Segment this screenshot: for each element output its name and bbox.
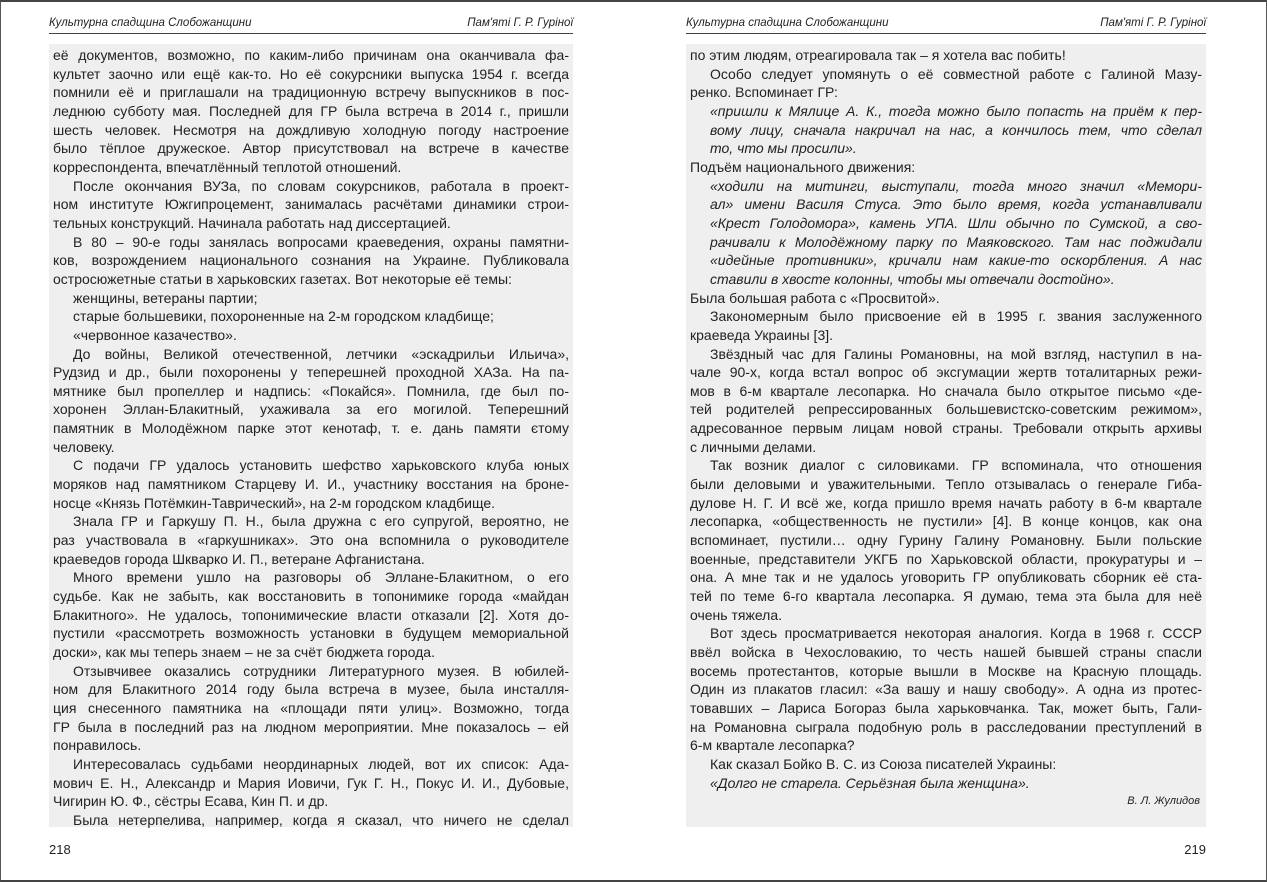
text-line: Подъём национального движения: — [690, 158, 916, 175]
text-line: леднюю субботу мая. Последней для ГР была встреча в 2014 г., пришли — [53, 102, 569, 119]
text-line: Один из плакатов гласил: «За вашу и нашу свободу». А одна из протес- — [690, 681, 1202, 698]
text-line: её документов, возможно, по каким-либо причинам она оканчивала фа- — [53, 47, 569, 63]
text-line: пустили «рассмотреть возможность установки в будущем мемориальной — [53, 625, 569, 642]
text-line: старые большевики, похороненные на 2-м городском кладбище; — [73, 308, 494, 325]
text-line: ном для Блакитного 2014 году была встреча в музее, была инсталля- — [53, 681, 569, 698]
text-line: восемь протестантов, которые вышли в Москве на Красную площадь. — [690, 662, 1202, 679]
text-line: Звёздный час для Галины Романовны, на мой взгляд, наступил в на- — [710, 345, 1202, 362]
quote-line: «идейные противники», кричали нам какие-то оскорбления. А нас — [710, 252, 1202, 269]
text-line: 6-м квартале лесопарка? — [690, 737, 855, 754]
text-line: Закономерным было присвоение ей в 1995 г. звания заслуженного — [710, 308, 1202, 325]
text-line: тельных конструкций. Начинала работать над диссертацией. — [53, 214, 451, 231]
header-journal-title: Культурна спадщина Слобожанщини — [686, 17, 889, 29]
text-line: «червонное казачество». — [73, 326, 237, 343]
text-line: на Романовна сыграла подобную роль в расследовании преступлений в — [690, 718, 1202, 735]
text-line: Как сказал Бойко В. С. из Союза писателей Украины: — [710, 755, 1057, 772]
author-signature: В. Л. Жулидов — [1127, 795, 1200, 807]
body-text — [49, 44, 573, 827]
text-line: понравилось. — [53, 737, 142, 754]
text-line: До войны, Великой отечественной, летчики «эскадрильи Ильича», — [73, 345, 569, 362]
text-line: Рудзид и др., были похоронены у теперешней проходной ХАЗа. На па- — [53, 364, 569, 381]
quote-line: «ходили на митинги, выступали, тогда много значил «Мемори- — [710, 177, 1202, 194]
text-line: мятнике был пропеллер и надпись: «Покайся». Помнила, где был по- — [53, 382, 569, 399]
text-line: было тёплое дружеское. Автор присутствовал на встрече в качестве — [53, 140, 569, 157]
text-line: ция снесенного памятника на «площади пяти улиц». Возможно, тогда — [53, 699, 569, 716]
text-line: ренко. Вспоминает ГР: — [690, 84, 838, 101]
text-line: Была нетерпелива, например, когда я сказал, что ничего не сделал — [73, 811, 569, 828]
text-line: дулове Н. Г. И всё же, когда пришло время начать работу в 6-м квартале — [690, 494, 1202, 511]
text-line: очень тяжела. — [690, 606, 782, 623]
text-line: она. А мне так и не удалось уговорить ГР опубликовать сборник её ста- — [690, 569, 1202, 586]
running-header — [49, 15, 573, 34]
text-line: доски», как мы теперь знаем – не за счёт бюджета города. — [53, 644, 435, 660]
text-line: Знала ГР и Гаркушу П. Н., была дружна с его супругой, вероятно, не — [73, 513, 569, 530]
text-line: Блакитного». Не удалось, топонимические власти отказали [2]. Хотя до- — [53, 606, 569, 623]
text-line: После окончания ВУЗа, по словам сокурсников, работала в проект- — [73, 177, 569, 194]
page-number: 219 — [1184, 842, 1206, 857]
text-line: мов в 6-м квартале лесопарка. Но сначала было открытое письмо «де- — [690, 382, 1202, 399]
header-section-title: Пам'яті Г. Р. Гуріної — [467, 17, 573, 29]
text-line: Интересовалась судьбами неординарных людей, вот их список: Ада- — [73, 755, 569, 772]
text-line: тей по теме 6-го квартала лесопарка. Я думаю, тема эта была для неё — [690, 588, 1202, 605]
text-line: краеведа Украины [3]. — [690, 326, 834, 343]
text-line: помнили её и приглашали на традиционную встречу выпускников в пос- — [53, 84, 569, 101]
text-line: вспоминает, пустили… одну Гурину Галину Романовну. Были польские — [690, 532, 1202, 549]
quote-line: ставили в хвосте колонны, чтобы мы отвечали достойно». — [710, 270, 1115, 287]
text-line: тей родителей репрессированных большевистско-советским режимом», — [690, 401, 1202, 418]
text-line: шесть человек. Несмотря на дождливую холодную погоду настроение — [53, 121, 569, 138]
text-line: чале 90-х, когда встал вопрос об эксгумации жертв тоталитарных режи- — [690, 364, 1202, 381]
running-header — [686, 15, 1206, 34]
text-line: ГР была в последний раз на людном мероприятии. Мне показалось – ей — [53, 718, 569, 735]
page-left — [49, 0, 573, 881]
text-line: судьбе. Как не забыть, как восстановить в топонимике города «майдан — [53, 588, 569, 605]
text-line: по этим людям, отреагировала так – я хотела вас побить! — [690, 47, 1066, 63]
text-line: Много времени ушло на разговоры об Эллане-Блакитном, о его — [73, 569, 569, 586]
quote-line: ал» имени Василя Стуса. Это было время, когда устанавливали — [710, 196, 1202, 213]
quote-line: вому лицу, сначала накричал на нас, а кончилось тем, что сделал — [710, 121, 1202, 138]
text-line: были деловыми и уважительными. Тепло отзывалась о генерале Гиба- — [690, 476, 1202, 493]
text-line: ков, возрождением национального сознания на Украине. Публиковала — [53, 252, 569, 269]
header-journal-title: Культурна спадщина Слобожанщини — [49, 17, 252, 29]
text-line: человеку. — [53, 438, 115, 455]
body-text — [686, 44, 1206, 827]
text-line: товавших – Лариса Богораз была харьковчанка. Так, может быть, Гали- — [690, 699, 1202, 716]
text-line: раз участвовала в «гаркушниках». Это она вспомнила о руководителе — [53, 532, 569, 549]
text-line: С подачи ГР удалось установить шефство харьковского клуба юных — [73, 457, 569, 474]
quote-line: то, что мы просили». — [710, 140, 857, 157]
text-line: корреспондента, впечатлённый теплотой отношений. — [53, 158, 402, 175]
text-line: военные, представители УКГБ по Харьковской области, прокуратуры и – — [690, 550, 1202, 567]
quote-line: «пришли к Мялице А. К., тогда можно было попасть на приём к пер- — [710, 102, 1202, 119]
quote-line: «Долго не старела. Серьёзная была женщина». — [710, 774, 1030, 791]
text-line: с личными делами. — [690, 438, 817, 455]
text-line: ввёл войска в Чехословакию, то честь нашей бывшей страны спасли — [690, 644, 1202, 660]
text-line: Была большая работа с «Просвитой». — [690, 289, 940, 306]
text-line: культет заочно или ещё как-то. Но её сокурсники выпуска 1954 г. всегда — [53, 65, 569, 82]
text-line: лесопарка, «общественность не пустили» [4]. В конце концов, как она — [690, 513, 1202, 530]
text-line: Чигирин Ю. Ф., сёстры Есава, Кин П. и др. — [53, 793, 329, 810]
text-line: хоронен Эллан-Блакитный, ухаживала за его могилой. Теперешний — [53, 401, 569, 418]
text-line: Отзывчивее оказались сотрудники Литературного музея. В юбилей- — [73, 662, 569, 679]
text-line: памятник в Молодёжном парке этот кенотаф, т. е. дань памяти єтому — [53, 420, 569, 437]
quote-line: «Крест Голодомора», камень УПА. Шли обычно по Сумской, а сво- — [710, 214, 1202, 231]
text-line: остросюжетные статьи в харьковских газетах. Вот некоторые её темы: — [53, 270, 512, 287]
text-line: моряков над памятником Старцеву И. И., участнику восстания на броне- — [53, 476, 569, 493]
text-line: ном институте Южгипроцемент, занималась расчётами динамики строи- — [53, 196, 569, 213]
header-section-title: Пам'яті Г. Р. Гуріної — [1100, 17, 1206, 29]
text-line: носце «Князь Потёмкин-Таврический», на 2-м городском кладбище. — [53, 494, 496, 511]
text-line: Вот здесь просматривается некоторая аналогия. Когда в 1968 г. СССР — [710, 625, 1202, 642]
text-line: мович Е. Н., Александр и Мария Иовичи, Гук Г. Н., Покус И. И., Дубовые, — [53, 774, 569, 791]
text-line: Так возник диалог с силовиками. ГР вспоминала, что отношения — [710, 457, 1202, 474]
text-line: адресованное первым лицам новой страны. Требовали открыть архивы — [690, 420, 1202, 437]
page-right — [686, 0, 1206, 881]
text-line: В 80 – 90-е годы занялась вопросами краеведения, охраны памятни- — [73, 233, 569, 250]
text-line: Особо следует упомянуть о её совместной работе с Галиной Мазу- — [710, 65, 1202, 82]
page-number: 218 — [49, 842, 71, 857]
text-line: краеведов города Шкварко И. П., ветеране Афганистана. — [53, 550, 425, 567]
text-line: женщины, ветераны партии; — [73, 289, 258, 306]
quote-line: рачивали к Молодёжному парку по Маяковского. Там нас поджидали — [710, 233, 1202, 250]
